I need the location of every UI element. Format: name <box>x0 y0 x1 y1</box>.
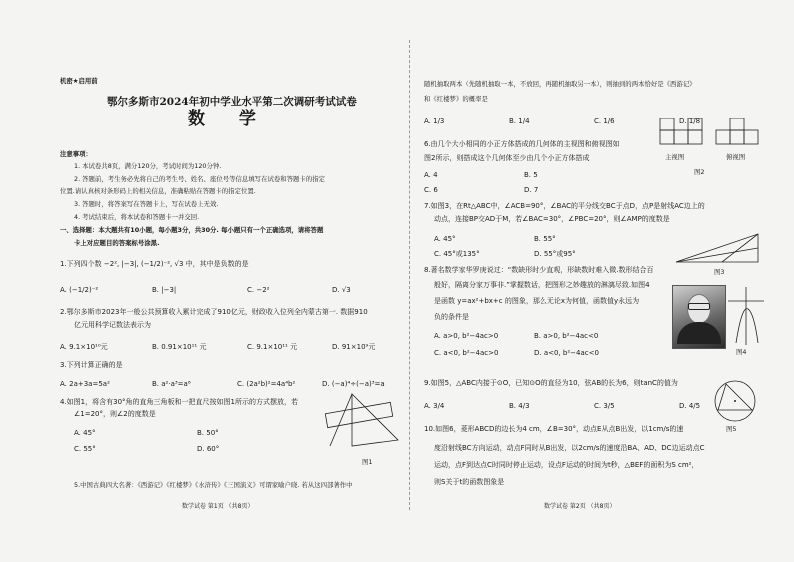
right-page <box>424 40 794 510</box>
note-line: 1. 本试卷共8页，满分120分，考试时间为120分钟. <box>74 162 222 170</box>
q8-stem: 负的条件是 <box>434 313 469 321</box>
page-footer-right: 数学试卷 第2页 （共8页） <box>544 503 616 510</box>
q1-option-c: C. −2² <box>247 286 270 294</box>
q1-option-b: B. |−3| <box>152 286 177 294</box>
q5-option-c: C. 1/6 <box>594 117 615 125</box>
subject-title: 数 学 <box>188 109 270 129</box>
q2-option-c: C. 9.1×10¹¹ 元 <box>247 343 298 351</box>
q10-stem: 运动，点F到达点C时同时停止运动，设点F运动的时间为t秒，△BEF的面积为S cm²， <box>434 461 699 469</box>
q2-option-b: B. 0.91×10¹¹ 元 <box>152 343 207 351</box>
q6-stem: 6.由几个大小相同的小正方体搭成的几何体的主视图和俯视图如 <box>424 140 620 148</box>
q7-option-a: A. 45° <box>434 235 456 243</box>
q8-option-a: A. a>0, b²−4ac>0 <box>434 332 499 340</box>
q6-option-b: B. 5 <box>524 171 538 179</box>
q5-stem-cont: 和《红楼梦》的概率是 <box>424 95 488 103</box>
q1-stem: 1.下列四个数 −2², |−3|, (−1/2)⁻², √3 中，其中是负数的是 <box>60 260 249 268</box>
figure-1-label: 图1 <box>362 458 373 466</box>
q5-stem: 5.中国古典四大名著：《西游记》《红楼梦》《水浒传》《三国演义》可谓家喻户晓. 若从这四部著作中 <box>74 481 353 489</box>
q2-stem: 亿元用科学记数法表示为 <box>74 321 151 329</box>
q9-option-c: C. 3/5 <box>594 402 615 410</box>
top-view-figure <box>714 118 774 150</box>
q4-option-d: D. 60° <box>197 445 220 453</box>
section-heading: 卡上对应题目的答案标号涂黑. <box>74 239 160 247</box>
figure-5-circle <box>710 378 760 424</box>
front-view-label: 主视图 <box>665 153 685 161</box>
figure-2-label: 图2 <box>694 168 705 176</box>
q4-stem: ∠1=20°，则∠2的度数是 <box>74 410 156 418</box>
note-line: 2. 答题前，考生务必先将自己的考生号、姓名、座位号等信息填写在试卷和答题卡的指定 <box>74 175 325 183</box>
figure-5-label: 图5 <box>726 425 737 433</box>
q3-option-b: B. a²·a³=a⁶ <box>152 380 191 388</box>
q9-stem: 9.如图5，△ABC内接于⊙O，已知⊙O的直径为10，弦AB的长为6，则tanC的值为 <box>424 379 678 387</box>
q8-stem: 般好，隔离分家万事非.”掌握数话，把图形之妙趣放的淋漓尽致.如图4 <box>434 281 650 289</box>
q4-option-a: A. 45° <box>74 429 96 437</box>
q6-option-c: C. 6 <box>424 186 438 194</box>
q9-option-a: A. 3/4 <box>424 402 445 410</box>
figure-1-triangle-ruler <box>322 388 402 454</box>
q3-option-a: A. 2a+3a=5a² <box>60 380 110 388</box>
q10-stem: 度沿射线BC方向运动，动点F同时从B出发，以2cm/s的速度沿BA、AD、DC边运动点C <box>434 444 705 452</box>
figure-3-triangle <box>672 230 762 266</box>
q4-stem: 4.如图1，将含有30°角的直角三角板和一把直尺按如图1所示的方式摆放，若 <box>60 398 298 406</box>
q6-stem: 图2所示，则搭成这个几何体至少由几个小正方体搭成 <box>424 154 590 162</box>
figure-3-label: 图3 <box>714 268 725 276</box>
q9-option-b: B. 4/3 <box>509 402 530 410</box>
q2-stem: 2.鄂尔多斯市2023年一般公共预算收入累计完成了910亿元，财政收入位列全内蒙古第一. 数据910 <box>60 308 368 316</box>
q2-option-a: A. 9.1×10¹⁰元 <box>60 343 108 351</box>
q1-option-a: A. (−1/2)⁻² <box>60 286 99 294</box>
q5-option-a: A. 1/3 <box>424 117 445 125</box>
mathematician-photo <box>672 285 726 349</box>
q6-option-d: D. 7 <box>524 186 539 194</box>
q8-stem: 8.著名数学家华罗庚说过：“数缺形时少直观，形缺数时难入微.数形结合百 <box>424 266 654 274</box>
q7-option-c: C. 45°或135° <box>434 250 480 258</box>
q8-stem: 是函数 y=ax²+bx+c 的图象，那么无论x为何值，函数值y永远为 <box>434 297 640 305</box>
q5-option-b: B. 1/4 <box>509 117 530 125</box>
q4-option-b: B. 50° <box>197 429 219 437</box>
q1-option-d: D. √3 <box>332 286 351 294</box>
figure-4-label: 图4 <box>736 348 747 356</box>
note-line: 3. 答题时，将答案写在答题卡上，写在试卷上无效. <box>74 200 219 208</box>
q8-option-b: B. a>0, b²−4ac<0 <box>534 332 599 340</box>
top-view-label: 俯视图 <box>726 153 746 161</box>
q4-option-c: C. 55° <box>74 445 96 453</box>
q8-option-d: D. a<0, b²−4ac<0 <box>534 349 599 357</box>
q10-stem: 10.如图6，菱形ABCD的边长为4 cm，∠B=30°，动点E从点B出发，以1cm/s的速 <box>424 425 684 433</box>
q5-option-d: D. 1/8 <box>679 117 701 125</box>
q7-stem: 7.如图3，在Rt△ABC中，∠ACB=90°，∠BAC的平分线交BC于点D，点P是射线AC边上的 <box>424 202 705 210</box>
notes-heading: 注意事项： <box>60 150 92 158</box>
q6-option-a: A. 4 <box>424 171 438 179</box>
exam-title: 鄂尔多斯市2024年初中学业水平第二次调研考试试卷 <box>107 96 357 108</box>
figure-4-parabola <box>726 285 766 347</box>
page-footer-left: 数学试卷 第1页 （共8页） <box>182 503 254 510</box>
q8-option-c: C. a<0, b²−4ac>0 <box>434 349 499 357</box>
q7-option-d: D. 55°或95° <box>534 250 576 258</box>
q2-option-d: D. 91×10⁹元 <box>332 343 376 351</box>
secret-label: 机密★启用前 <box>60 77 98 85</box>
q7-stem: 动点，连接BP交AD于M，若∠BAC=30°，∠PBC=20°，则∠AMP的度数是 <box>434 215 670 223</box>
q5-stem-cont: 随机抽取两本（先随机抽取一本，不放回，再随机抽取另一本），则抽到的两本恰好是《西游记》 <box>424 80 696 88</box>
note-line: 4. 考试结束后，将本试卷和答题卡一并交回. <box>74 213 200 221</box>
section-heading: 一、选择题：本大题共有10小题，每小题3分，共30分. 每小题只有一个正确选项，请将答题 <box>60 226 324 234</box>
q7-option-b: B. 55° <box>534 235 556 243</box>
q3-option-c: C. (2a²b)²=4a⁴b² <box>237 380 296 388</box>
q9-option-d: D. 4/5 <box>679 402 701 410</box>
q3-stem: 3.下列计算正确的是 <box>60 361 123 369</box>
left-page <box>32 40 402 510</box>
q10-stem: 则S关于t的函数图象是 <box>434 478 505 486</box>
page-divider <box>409 40 410 510</box>
q3-option-d: D. (−a)⁴÷(−a)³=a <box>322 380 385 388</box>
note-line: 位置.请认真核对条形码上的相关信息，准确粘贴在答题卡的指定位置. <box>60 187 256 195</box>
